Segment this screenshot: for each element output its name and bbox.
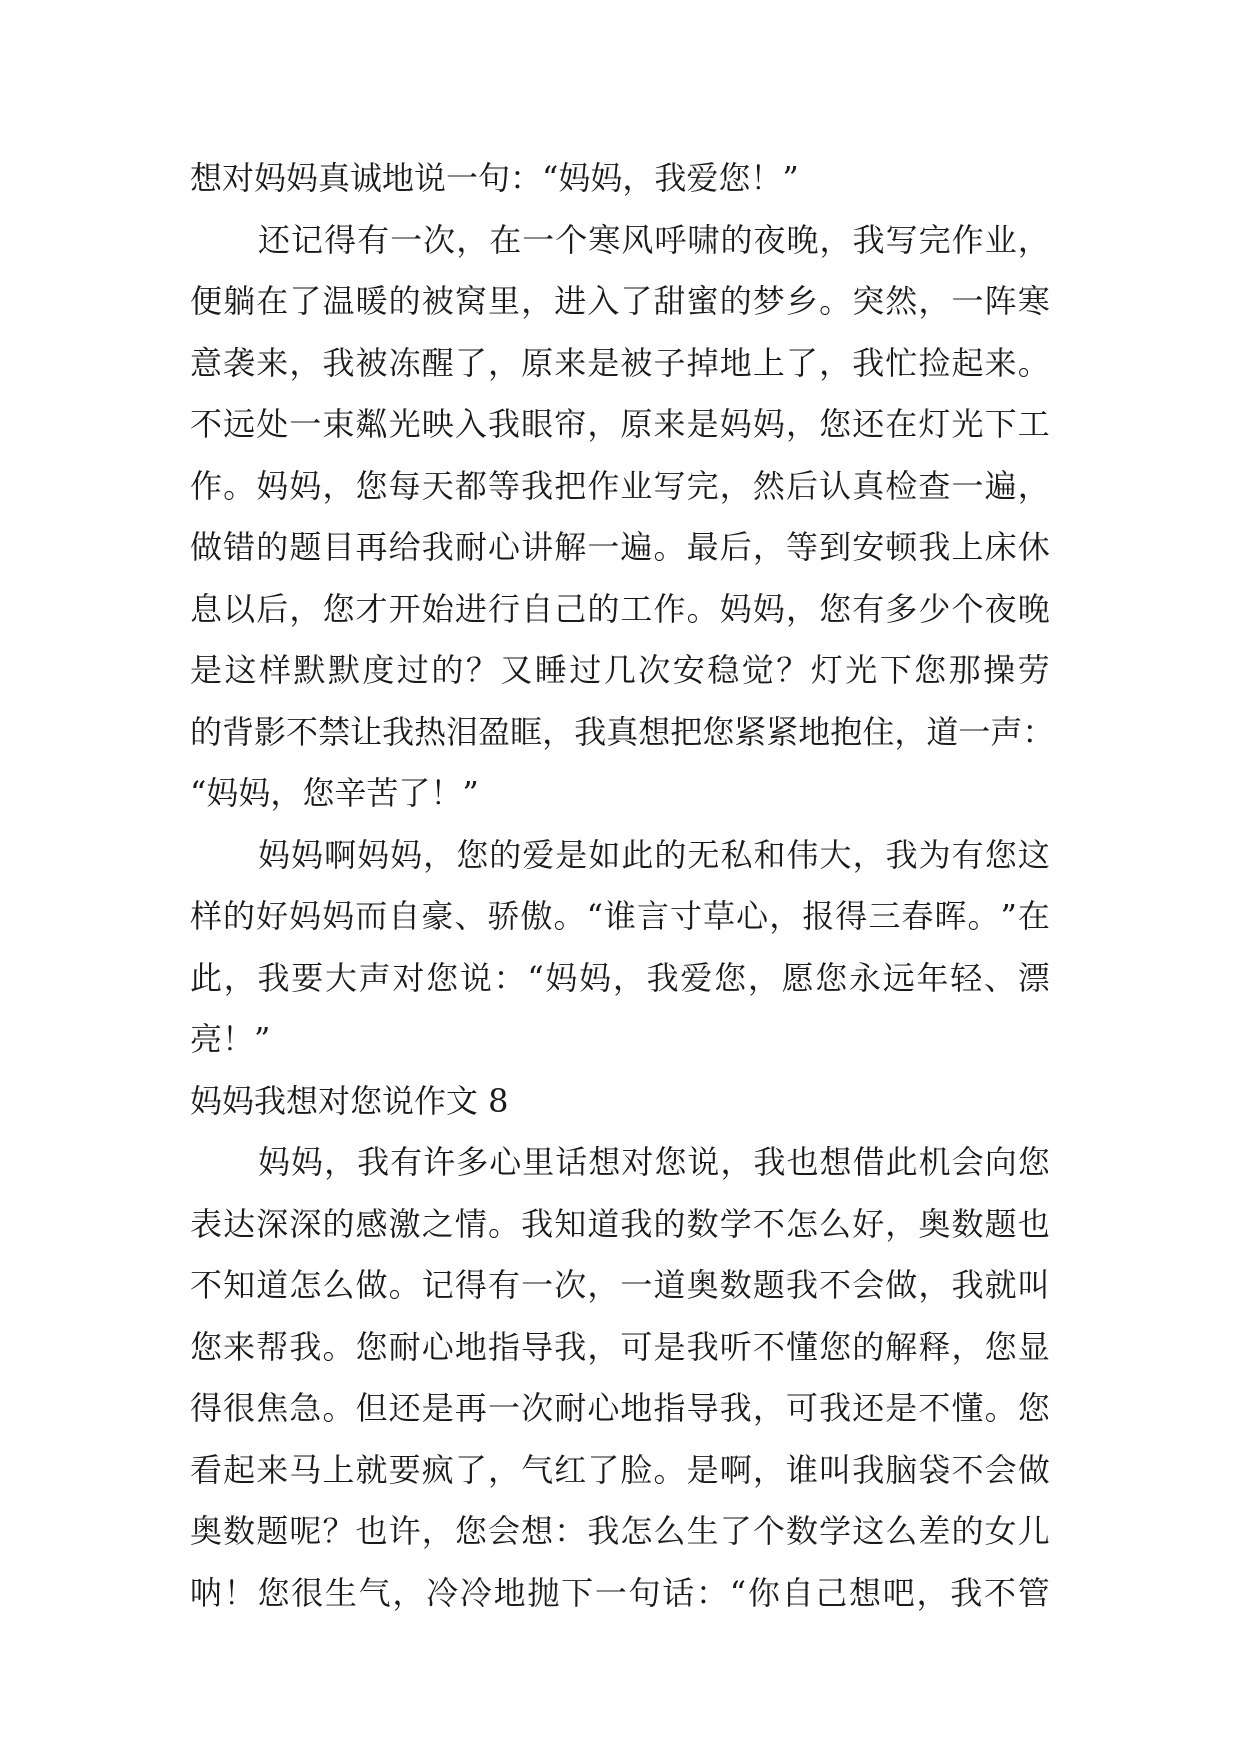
text-line: 看 起 来 马 上 就 要 疯 了 ， 气 红 了 脸 。 是 啊 ， 谁 叫 我 脑 袋 不 会 做 [190, 1450, 1050, 1489]
text-line: 表 达 深 深 的 感 激 之 情 。 我 知 道 我 的 数 学 不 怎 么 好 ， 奥 数 题 也 [190, 1204, 1050, 1243]
text-line: 亮！” [190, 1020, 271, 1058]
text-line: 奥 数 题 呢 ？ 也 许 ， 您 会 想 ： 我 怎 么 生 了 个 数 学 这 么 差 的 女 儿 [190, 1512, 1050, 1550]
text-line: 呐 ！ 您 很 生 气 ， 冷 冷 地 抛 下 一 句 话 ： “ 你 自 己 想 吧 ， 我 不 管 [190, 1573, 1050, 1612]
text-line: 此 ， 我 要 大 声 对 您 说 ： “ 妈 妈 ， 我 爱 您 ， 愿 您 永 远 年 轻 、 漂 [190, 958, 1050, 997]
text-line: 作 。 妈 妈 ， 您 每 天 都 等 我 把 作 业 写 完 ， 然 后 认 真 检 查 一 遍 ， [190, 466, 1050, 505]
text-line: 的 背 影 不 禁 让 我 热 泪 盈 眶 ， 我 真 想 把 您 紧 紧 地 抱 住 ， 道 一 声 ： [190, 712, 1055, 751]
document-page [190, 148, 1055, 1624]
text-line: “妈妈，您辛苦了！” [190, 774, 479, 812]
text-line: 做 错 的 题 目 再 给 我 耐 心 讲 解 一 遍 。 最 后 ， 等 到 安 顿 我 上 床 休 [190, 528, 1050, 566]
text-line: 妈 妈 ， 我 有 许 多 心 里 话 想 对 您 说 ， 我 也 想 借 此 机 会 向 您 [258, 1143, 1050, 1181]
text-line: 不 远 处 一 束 粼 光 映 入 我 眼 帘 ， 原 来 是 妈 妈 ， 您 还 在 灯 光 下 工 [190, 405, 1050, 443]
text-line: 样 的 好 妈 妈 而 自 豪 、 骄 傲 。 “ 谁 言 寸 草 心 ， 报 得 三 春 晖 。 ” 在 [190, 897, 1050, 935]
text-line: 妈 妈 啊 妈 妈 ， 您 的 爱 是 如 此 的 无 私 和 伟 大 ， 我 为 有 您 这 [258, 835, 1050, 874]
text-line: 是 这 样 默 默 度 过 的 ？ 又 睡 过 几 次 安 稳 觉 ？ 灯 光 下 您 那 操 劳 [190, 651, 1050, 689]
text-line: 得 很 焦 急 。 但 还 是 再 一 次 耐 心 地 指 导 我 ， 可 我 还 是 不 懂 。 您 [190, 1389, 1050, 1427]
text-line: 妈妈我想对您说作文 8 [190, 1081, 509, 1120]
text-line: 不 知 道 怎 么 做 。 记 得 有 一 次 ， 一 道 奥 数 题 我 不 会 做 ， 我 就 叫 [190, 1266, 1050, 1304]
text-line: 息 以 后 ， 您 才 开 始 进 行 自 己 的 工 作 。 妈 妈 ， 您 有 多 少 个 夜 晚 [190, 589, 1050, 628]
text-line: 还 记 得 有 一 次 ， 在 一 个 寒 风 呼 啸 的 夜 晚 ， 我 写 完 作 业 ， [258, 220, 1050, 259]
text-line: 便 躺 在 了 温 暖 的 被 窝 里 ， 进 入 了 甜 蜜 的 梦 乡 。 突 然 ， 一 阵 寒 [190, 282, 1050, 320]
text-line: 意 袭 来 ， 我 被 冻 醒 了 ， 原 来 是 被 子 掉 地 上 了 ， 我 忙 捡 起 来 。 [190, 343, 1050, 382]
text-line: 您 来 帮 我 。 您 耐 心 地 指 导 我 ， 可 是 我 听 不 懂 您 的 解 释 ， 您 显 [190, 1327, 1050, 1366]
text-line: 想对妈妈真诚地说一句：“妈妈，我爱您！” [190, 159, 799, 197]
